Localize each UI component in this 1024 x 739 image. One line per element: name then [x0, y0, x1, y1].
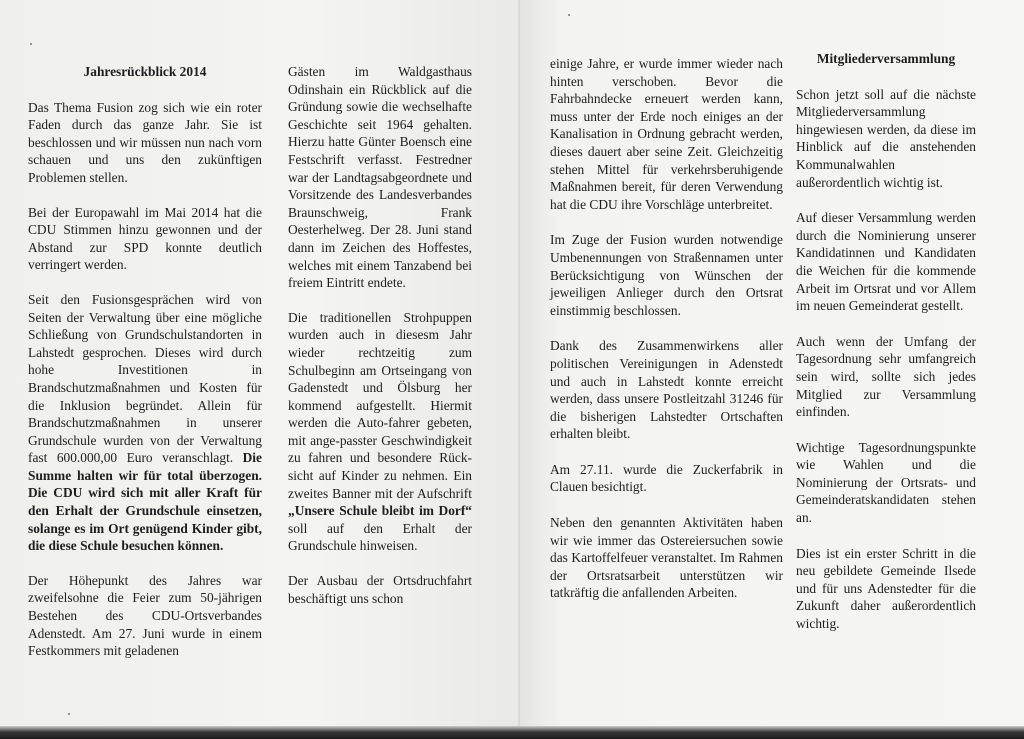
- column-3: [550, 55, 783, 620]
- paragraph: Der Höhepunkt des Jahres war zweifelsohne die Feier zum 50-jährigen Bestehen des CDU-Ortsverbandes Adenstedt. Am 27. Juni wurde in einem Festkommers mit geladenen: [28, 572, 262, 659]
- paragraph: Der Ausbau der Ortsdruchfahrt beschäftigt uns schon: [288, 573, 472, 606]
- paragraph: Schon jetzt soll auf die nächste Mitgliederversammlung hingewiesen werden, da diese im Hinblick auf die anstehenden Kommunalwahlen außerordentlich wichtig ist.: [796, 86, 976, 190]
- bold-statement: Die Summe halten wir für total überzogen. Die CDU wird sich mit aller Kraft für den Erhalt der Grundschule einsetzen, solange es im Ort genügend Kinder gibt, die diese Schule besuchen können.: [28, 450, 262, 554]
- banner-slogan: „Unsere Schule bleibt im Dorf“: [288, 503, 472, 519]
- column-1: [28, 63, 262, 677]
- paragraph: Am 27.11. wurde die Zuckerfabrik in Clauen besichtigt.: [550, 461, 783, 495]
- scan-speck: [568, 14, 570, 16]
- paragraph: Auch wenn der Umfang der Tagesordnung sehr umfangreich sein wird, sollte sich jedes Mitglied zur Versammlung einfinden.: [796, 333, 976, 420]
- paragraph: Bei der Europawahl im Mai 2014 hat die CDU Stimmen hinzu gewonnen und der Abstand zur SPD konnte deutlich verringert werden.: [28, 204, 262, 273]
- paragraph-text: soll auf den Erhalt der Grundschule hinweisen.: [288, 520, 472, 554]
- paragraph: Neben den genannten Aktivitäten haben wir wie immer das Ostereiersuchen sowie das Kartoffelfeuer veranstaltet. Im Rahmen der Ortsratsarbeit unterstützen wir tatkräftig die anfallenden Arbeiten.: [550, 515, 783, 601]
- column-2: [288, 63, 472, 624]
- scan-speck: [30, 43, 32, 45]
- paragraph: [28, 291, 262, 555]
- paragraph: Dies ist ein erster Schritt in die neu gebildete Gemeinde Ilsede und für uns Adenstedter für die Zukunft daher außerordentlich wichtig.: [796, 545, 976, 632]
- paragraph: Das Thema Fusion zog sich wie ein roter Faden durch das ganze Jahr. Sie ist beschlossen und wir müssen nun nach vorn schauen und uns den zukünftigen Problemen stellen.: [28, 99, 262, 185]
- article-title-jahresrueckblick: Jahresrückblick 2014: [83, 64, 207, 79]
- paragraph-text: Die traditionellen Strohpuppen wurden auch in diesesm Jahr wieder rechtzeitig zum Schulbeginn am Ortseingang von Gadenstedt und Ölsburg her kommend aufgestellt. Hiermit werden die Auto-fahrer gebeten, mit ange-passter Geschwindigkeit zu fahren und besondere Rück-sicht auf Kinder zu nehmen. Ein zweites Banner mit der Aufschrift: [288, 309, 472, 501]
- paragraph: einige Jahre, er wurde immer wieder nach hinten verschoben. Bevor die Fahrbahndecke erneuert werden kann, muss unter der Erde noch einiges an der Kanalisation in Ordnung gebracht werden, dieses dauert aber seine Zeit. Gleichzeitig stehen Mittel für verkehrsberuhigende Maßnahmen bereit, für deren Verwendung hat die CDU ihre Vorschläge unterbreitet.: [550, 56, 783, 212]
- column-4: [796, 50, 976, 651]
- paragraph: Wichtige Tagesordnungspunkte wie Wahlen und die Nominierung der Ortsrats- und Gemeinderatskandidaten stehen an.: [796, 439, 976, 526]
- scanner-edge: [0, 726, 1024, 739]
- article-title-mitgliederversammlung: Mitgliederversammlung: [816, 51, 956, 66]
- paragraph: Gästen im Waldgasthaus Odinshain ein Rückblick auf die Gründung sowie die wechselhafte Geschichte seit 1964 gehalten. Hierzu hatte Günter Boensch eine Festschrift verfasst. Festredner war der Landtagsabgeordnete und Vorsitzende des Landesverbandes Braunschweig, Frank Oesterhelweg. Der 28. Juni stand dann im Zeichen des Hoffestes, welches mit einem Tanzabend bei freiem Eintritt endete.: [288, 64, 472, 291]
- paragraph-text: Seit den Fusionsgesprächen wird von Seiten der Verwaltung über eine mögliche Schließung von Grundschulstandorten in Lahstedt gesprochen. Dieses wird durch hohe Investitionen in Brandschutzmaßnahmen und Kosten für die Inklusion begründet. Allein für Brandschutzmaßnahmen in unserer Grundschule wurden von der Verwaltung fast 600.000,00 Euro veranschlagt.: [28, 291, 262, 466]
- paragraph: Dank des Zusammenwirkens aller politischen Vereinigungen in Adenstedt und auch in Lahstedt konnte erreicht werden, dass unsere Postleitzahl 31246 für die bisherigen Lahstedter Ortschaften erhalten bleibt.: [550, 338, 783, 442]
- paragraph: Im Zuge der Fusion wurden notwendige Umbenennungen von Straßennamen unter Berücksichtigung von Wünschen der jeweiligen Anlieger durch den Ortsrat einstimmig beschlossen.: [550, 232, 783, 318]
- paragraph: [288, 309, 472, 555]
- paragraph: Auf dieser Versammlung werden durch die Nominierung unserer Kandidatinnen und Kandidaten die Weichen für die kommende Arbeit im Ortsrat und vor Allem im neuen Gemeinderat gestellt.: [796, 210, 976, 314]
- scan-speck: [68, 713, 70, 715]
